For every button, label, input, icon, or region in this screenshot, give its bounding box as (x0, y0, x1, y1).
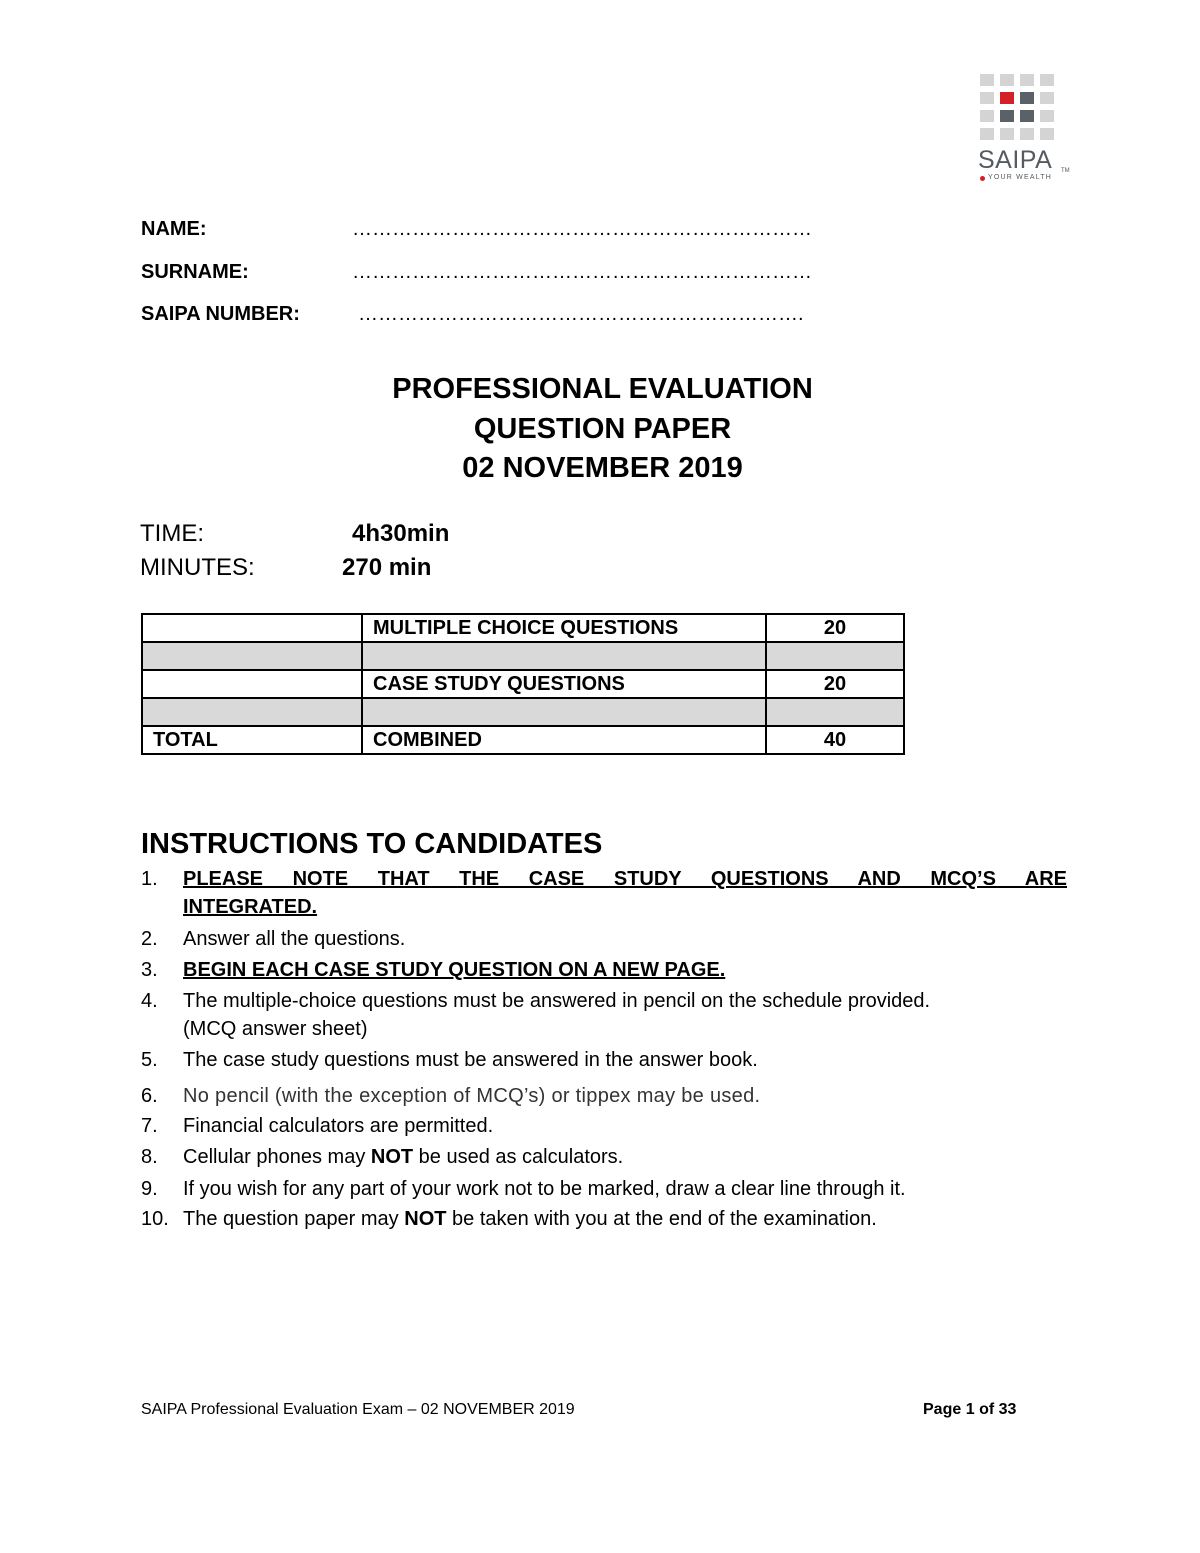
instruction-item (141, 928, 1067, 954)
marks-table (141, 613, 905, 755)
logo-square (980, 92, 994, 104)
logo-tagline-dot (980, 176, 985, 181)
instruction-number: 10. (141, 1208, 169, 1230)
minutes-label: MINUTES: (140, 554, 255, 581)
instruction-text-part: The question paper may (183, 1208, 405, 1230)
instruction-number: 5. (141, 1049, 158, 1071)
table-cell: MULTIPLE CHOICE QUESTIONS (362, 614, 766, 642)
table-cell: 40 (766, 726, 904, 754)
instruction-text: Financial calculators are permitted. (183, 1115, 494, 1137)
instruction-item (141, 959, 1067, 985)
table-row (142, 670, 904, 698)
instruction-item (141, 1146, 1067, 1172)
page-number: 1 (965, 1401, 975, 1418)
instruction-text (183, 1146, 1067, 1169)
emphasis-not: NOT (370, 1146, 414, 1168)
logo-square-dark (1020, 110, 1034, 122)
logo-square-dark (1020, 92, 1034, 104)
instruction-item (141, 1115, 1067, 1141)
instruction-item (141, 990, 1067, 1046)
table-cell (362, 642, 766, 670)
table-row (142, 726, 904, 754)
instruction-text: The case study questions must be answered in the answer book. (183, 1049, 758, 1071)
table-row (142, 698, 904, 726)
instructions-heading: INSTRUCTIONS TO CANDIDATES (141, 828, 603, 860)
surname-label: SURNAME: (141, 261, 249, 283)
instruction-text-part: Cellular phones may (183, 1146, 371, 1168)
table-cell: 20 (766, 614, 904, 642)
instruction-number: 4. (141, 990, 158, 1012)
instruction-text: PLEASE NOTE THAT THE CASE STUDY QUESTIONS AND MCQ’S ARE (183, 868, 1067, 890)
instruction-number: 2. (141, 928, 158, 950)
time-value: 4h30min (352, 520, 450, 547)
instruction-text: If you wish for any part of your work not to be marked, draw a clear line through it. (183, 1178, 906, 1200)
logo-square (1000, 128, 1014, 140)
instruction-number: 3. (141, 959, 158, 981)
logo-wordmark: SAIPA (978, 146, 1053, 174)
table-cell (766, 698, 904, 726)
logo-square-red (1000, 92, 1014, 104)
of-word: of (979, 1401, 995, 1418)
logo-square (1000, 74, 1014, 86)
logo-square (1020, 74, 1034, 86)
table-cell (362, 698, 766, 726)
name-field[interactable]: …………………………………………………………… (352, 218, 812, 240)
table-cell: 20 (766, 670, 904, 698)
instruction-item (141, 1178, 1067, 1204)
instruction-number: 9. (141, 1178, 158, 1200)
instruction-number: 7. (141, 1115, 158, 1137)
paper-title-line2: QUESTION PAPER (473, 413, 732, 445)
logo-squares-grid (980, 74, 1064, 140)
surname-field[interactable]: …………………………………………………………… (352, 261, 812, 283)
logo-square (1040, 128, 1054, 140)
table-row (142, 642, 904, 670)
page-word: Page (923, 1401, 962, 1418)
instruction-number: 8. (141, 1146, 158, 1168)
logo-square-dark (1000, 110, 1014, 122)
logo-trademark: TM (1061, 168, 1070, 174)
saipa-number-label: SAIPA NUMBER: (141, 303, 300, 325)
logo-square (980, 110, 994, 122)
instruction-item (141, 868, 1067, 924)
table-cell (142, 698, 362, 726)
saipa-number-field[interactable]: …………………………………………………………. (358, 303, 804, 325)
logo-tagline: YOUR WEALTH (988, 174, 1053, 181)
logo-square (980, 74, 994, 86)
table-cell: CASE STUDY QUESTIONS (362, 670, 766, 698)
instruction-item (141, 1208, 1067, 1234)
logo-square (1040, 74, 1054, 86)
footer-exam-title: SAIPA Professional Evaluation Exam – 02 NOVEMBER 2019 (141, 1401, 575, 1418)
table-row (142, 614, 904, 642)
instruction-text: No pencil (with the exception of MCQ’s) or tippex may be used. (183, 1085, 761, 1107)
instruction-text-part: be used as calculators. (413, 1146, 624, 1168)
table-cell (766, 642, 904, 670)
table-cell: COMBINED (362, 726, 766, 754)
saipa-logo (978, 74, 1078, 186)
logo-square (1040, 92, 1054, 104)
instruction-text: (MCQ answer sheet) (183, 1018, 368, 1040)
time-label: TIME: (140, 520, 204, 547)
instruction-text: The multiple-choice questions must be answered in pencil on the schedule provided. (183, 990, 931, 1012)
minutes-value: 270 min (342, 554, 432, 581)
paper-title-line1: PROFESSIONAL EVALUATION (392, 373, 813, 405)
instruction-text-part: be taken with you at the end of the examination. (446, 1208, 877, 1230)
table-cell (142, 670, 362, 698)
paper-date: 02 NOVEMBER 2019 (462, 452, 743, 484)
logo-square (1020, 128, 1034, 140)
logo-square (1040, 110, 1054, 122)
instruction-number: 6. (141, 1085, 158, 1107)
name-label: NAME: (141, 218, 207, 240)
page-total: 33 (998, 1401, 1017, 1418)
instruction-item (141, 1085, 1067, 1111)
page-indicator (923, 1401, 1016, 1419)
instruction-text: INTEGRATED. (183, 896, 318, 918)
instruction-text: Answer all the questions. (183, 928, 406, 950)
table-cell: TOTAL (142, 726, 362, 754)
instruction-text: BEGIN EACH CASE STUDY QUESTION ON A NEW PAGE. (183, 959, 726, 981)
instruction-item (141, 1049, 1067, 1075)
emphasis-not: NOT (404, 1208, 447, 1230)
table-cell (142, 642, 362, 670)
instruction-number: 1. (141, 868, 158, 890)
table-cell (142, 614, 362, 642)
instruction-text (183, 1208, 1067, 1231)
logo-square (980, 128, 994, 140)
